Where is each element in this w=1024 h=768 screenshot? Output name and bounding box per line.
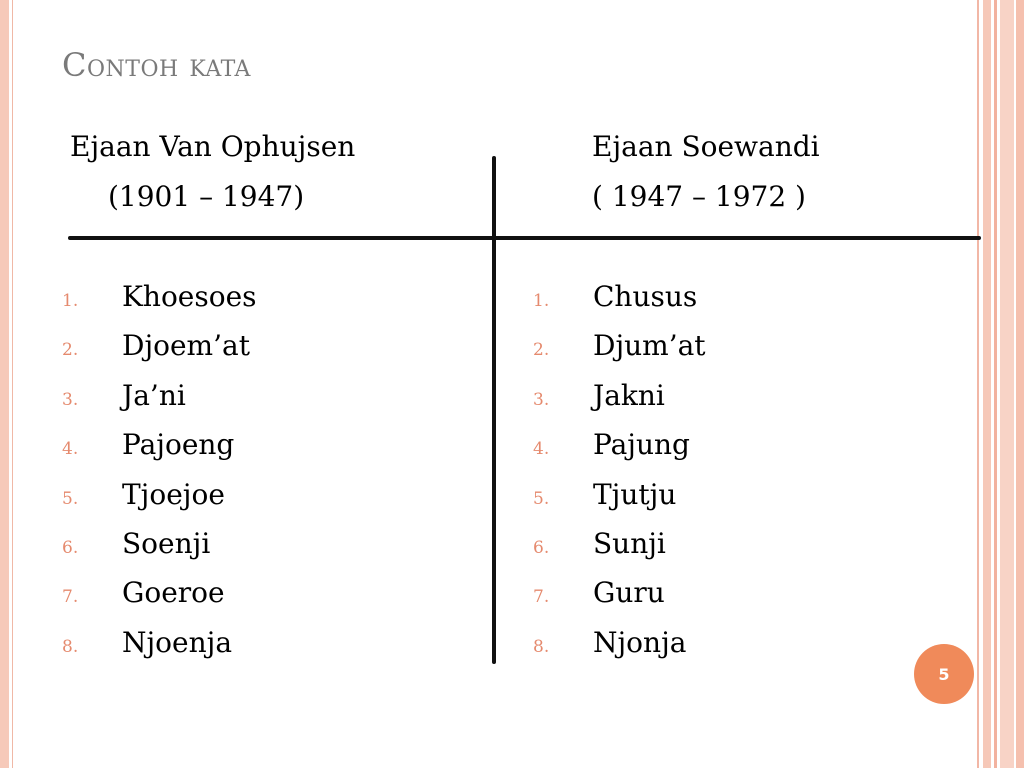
list-word: Sunji: [593, 526, 666, 560]
list-item: [62, 572, 257, 621]
list-word: Djoem’at: [122, 329, 250, 363]
slide-title: Contoh kata: [62, 46, 251, 84]
list-number: 6.: [62, 537, 79, 558]
list-word: Pajung: [593, 428, 690, 462]
right-column-heading: Ejaan Soewandi: [592, 130, 820, 163]
list-word: Ja’ni: [122, 378, 186, 412]
list-word: Pajoeng: [122, 428, 235, 462]
list-word: Khoesoes: [122, 280, 257, 313]
list-number: 4.: [62, 439, 79, 460]
list-item: [533, 474, 706, 523]
list-number: 2.: [533, 340, 550, 361]
list-item: [533, 523, 706, 572]
left-border-band: [0, 0, 9, 768]
right-border-stripe: [983, 0, 991, 768]
list-item: [533, 424, 706, 473]
list-number: 5.: [62, 488, 79, 509]
list-number: 6.: [533, 537, 550, 558]
table-horizontal-rule: [68, 236, 981, 240]
list-number: 3.: [62, 389, 79, 410]
list-item: [62, 375, 257, 424]
list-item: [62, 424, 257, 473]
list-word: Djum’at: [593, 329, 706, 363]
list-number: 3.: [533, 389, 550, 410]
list-word: Njoenja: [122, 625, 233, 659]
list-item: [62, 276, 257, 325]
list-item: [62, 622, 257, 671]
list-number: 1.: [533, 291, 550, 311]
list-number: 7.: [533, 587, 550, 608]
list-item: [533, 276, 706, 325]
left-border-line: [12, 0, 13, 768]
list-item: [533, 375, 706, 424]
list-number: 4.: [533, 439, 550, 460]
list-word: Tjutju: [593, 477, 677, 511]
list-number: 5.: [533, 488, 550, 509]
list-word: Goeroe: [122, 576, 225, 610]
list-word: Guru: [593, 576, 665, 610]
page-number-badge: 5: [914, 644, 974, 704]
left-column-heading: Ejaan Van Ophujsen: [70, 130, 356, 163]
list-number: 8.: [533, 636, 550, 657]
list-item: [533, 325, 706, 374]
right-border-stripe: [977, 0, 979, 768]
list-item: [62, 523, 257, 572]
list-item: [62, 325, 257, 374]
left-word-list: [62, 276, 257, 671]
list-number: 2.: [62, 340, 79, 361]
right-word-list: [533, 276, 706, 671]
list-word: Chusus: [593, 280, 698, 313]
list-item: [62, 474, 257, 523]
list-number: 1.: [62, 291, 79, 311]
list-item: [533, 622, 706, 671]
right-border-stripe: [994, 0, 997, 768]
list-number: 7.: [62, 587, 79, 608]
list-word: Njonja: [593, 625, 687, 659]
list-item: [533, 572, 706, 621]
right-border-stripe: [1016, 0, 1024, 768]
right-border-stripe: [1000, 0, 1014, 768]
list-word: Soenji: [122, 526, 211, 560]
list-number: 8.: [62, 636, 79, 657]
list-word: Tjoejoe: [122, 477, 225, 511]
right-column-period: ( 1947 – 1972 ): [592, 180, 806, 213]
list-word: Jakni: [593, 378, 665, 412]
table-vertical-rule: [492, 156, 496, 664]
left-column-period: (1901 – 1947): [108, 180, 305, 213]
